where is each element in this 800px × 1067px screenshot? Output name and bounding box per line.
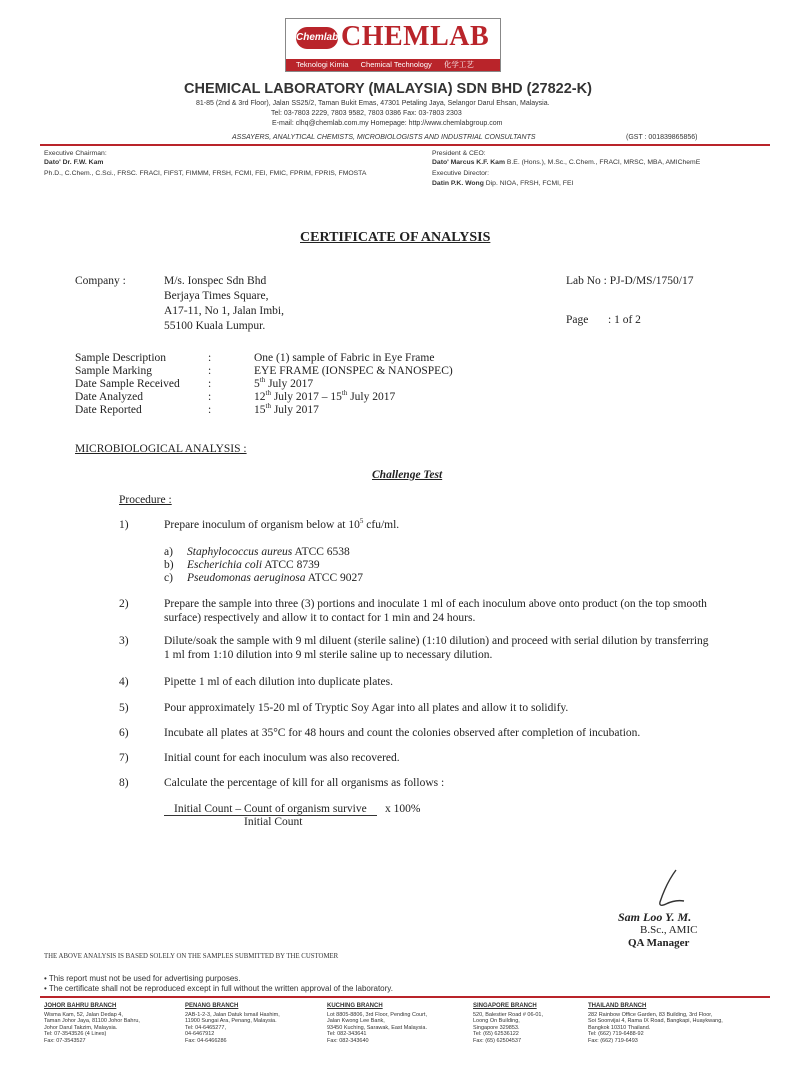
chairman-name: Dato' Dr. F.W. Kam: [44, 159, 104, 166]
president-qualifications: B.E. (Hons.), M.Sc., C.Chem., FRACI, MRSC, MBA, AMIChemE: [506, 159, 701, 166]
branch-name: KUCHING BRANCH: [327, 1003, 383, 1009]
branch-line: Tel: (65) 62536122: [473, 1031, 519, 1038]
step-text: Prepare inoculum of organism below at $10^5$ cfu/ml.: [164, 517, 400, 531]
company-line: M/s. Ionspec Sdn Bhd: [164, 275, 267, 287]
branch-line: 282 Rainbow Office Garden, 83 Building, 3rd Floor,: [588, 1011, 713, 1018]
step-text: Prepare the sample into three (3) portions and inoculate 1 ml of each inoculum above onto product (on the top smooth: [164, 598, 707, 610]
branch-line: Wisma Kam, 52, Jalan Dedap 4,: [44, 1011, 123, 1018]
branch-line: 520, Balestier Road # 06-01,: [473, 1011, 544, 1018]
step-number: 3): [119, 635, 129, 647]
step-number: 6): [119, 727, 129, 739]
step-number: 2): [119, 598, 129, 610]
company-name: CHEMICAL LABORATORY (MALAYSIA) SDN BHD (27822-K): [184, 81, 592, 97]
president-name: Dato' Marcus K.F. Kam: [432, 159, 505, 166]
company-line: 55100 Kuala Lumpur.: [164, 320, 266, 332]
date-reported: 15th July 2017: [254, 402, 319, 416]
branch-line: Loong On Building,: [473, 1018, 520, 1025]
page-label: Page: [566, 314, 589, 326]
branch-name: SINGAPORE BRANCH: [473, 1003, 537, 1009]
page-value: : 1 of 2: [608, 314, 641, 326]
colon: :: [208, 378, 212, 390]
president-label: President & CEO:: [432, 150, 486, 157]
organism-entry: Staphylococcus aureus ATCC 6538: [187, 546, 350, 558]
disclaimer: • The certificate shall not be reproduced except in full without the written approval of the laboratory.: [44, 984, 393, 993]
lab-number: Lab No : PJ-D/MS/1750/17: [566, 275, 694, 287]
address-line: 81-85 (2nd & 3rd Floor), Jalan SS25/2, Taman Bukit Emas, 47301 Petaling Jaya, Selangor Darul Ehsan, Malaysia.: [196, 100, 550, 107]
branch-line: Taman Johor Jaya, 81100 Johor Bahru,: [44, 1018, 140, 1025]
disclaimer: • This report must not be used for advertising purposes.: [44, 974, 241, 983]
branch-thailand: [588, 1003, 723, 1045]
section-heading: MICROBIOLOGICAL ANALYSIS :: [75, 443, 247, 455]
director-entry: [432, 180, 573, 187]
branch-line: Fax: 082-343640: [327, 1037, 369, 1044]
sample-label: Sample Marking: [75, 365, 152, 377]
organism-letter: a): [164, 546, 173, 558]
signatory-name: Sam Loo Y. M.: [618, 910, 692, 924]
sample-description: One (1) sample of Fabric in Eye Frame: [254, 352, 435, 364]
branch-line: 93450 Kuching, Sarawak, East Malaysia.: [327, 1024, 427, 1031]
step-text: Initial count for each inoculum was also recovered.: [164, 752, 400, 764]
branch-line: 11900 Sungai Ara, Penang, Malaysia.: [185, 1018, 277, 1025]
step-number: 5): [119, 702, 129, 714]
director-qualifications: Dip. NIOA, FRSH, FCMI, FEI: [485, 180, 574, 187]
branch-line: Singapore 329853.: [473, 1024, 520, 1031]
company-label: Company :: [75, 275, 126, 287]
branch-line: Tel: 082-343641: [327, 1031, 367, 1038]
gst-number: (GST : 001839865856): [626, 134, 698, 141]
branch-line: Johor Darul Takzim, Malaysia.: [44, 1024, 118, 1031]
branch-name: JOHOR BAHRU BRANCH: [44, 1003, 117, 1009]
branch-line: Tel: (662) 719-6488-92: [588, 1031, 644, 1038]
logo-badge: Chemlab: [296, 27, 338, 49]
sample-label: Sample Description: [75, 352, 167, 364]
branch-line: Fax: 04-6466286: [185, 1037, 227, 1044]
organism-entry: Pseudomonas aeruginosa ATCC 9027: [187, 572, 364, 584]
chairman-qualifications: Ph.D., C.Chem., C.Sci., FRSC. FRACI, FIFST, FIMMM, FRSH, FCMI, FEI, FMIC, FPRIM, FPRIS, FMOSTA: [44, 170, 367, 177]
step-number: 8): [119, 777, 129, 789]
branch-name: THAILAND BRANCH: [588, 1003, 647, 1009]
branch-line: Tel: 07-3543526 (4 Lines): [44, 1031, 107, 1038]
formula-denominator: Initial Count: [244, 816, 303, 828]
step-number: 4): [119, 676, 129, 688]
date-analyzed: 12th July 2017 – 15th July 2017: [254, 389, 396, 403]
date-received: 5th July 2017: [254, 376, 314, 390]
step-text: Pipette 1 ml of each dilution into duplicate plates.: [164, 676, 393, 688]
signatory-title: QA Manager: [628, 937, 690, 949]
company-tagline: ASSAYERS, ANALYTICAL CHEMISTS, MICROBIOLOGISTS AND INDUSTRIAL CONSULTANTS: [232, 134, 536, 141]
logo-bar-item: Teknologi Kimia: [296, 60, 349, 69]
footer-divider: [40, 996, 770, 998]
sample-label: Date Analyzed: [75, 391, 144, 403]
signatory-degree: B.Sc., AMIC: [640, 924, 698, 936]
sample-label: Date Sample Received: [75, 378, 180, 390]
step-text: 1 ml from 1:10 dilution into 9 ml sterile saline up to necessary dilution.: [164, 649, 493, 661]
branch-line: Tel: 04-6465277,: [185, 1024, 226, 1031]
branch-line: Soi Soonvijai 4, Rama IX Road, Bangkapi, Huaykwang,: [588, 1018, 723, 1025]
step-text: surface) respectively and allow it to contact for 1 min and 24 hours.: [164, 612, 476, 624]
branch-line: Jalan Kwong Lee Bank,: [327, 1018, 385, 1025]
step-text: Incubate all plates at 35°C for 48 hours and count the colonies observed after completion of incubation.: [164, 727, 641, 739]
organism-letter: b): [164, 559, 174, 571]
footer-note: THE ABOVE ANALYSIS IS BASED SOLELY ON THE SAMPLES SUBMITTED BY THE CUSTOMER: [44, 953, 339, 960]
branch-johor: [44, 1003, 140, 1045]
formula-multiplier: x 100%: [385, 803, 421, 815]
sample-label: Date Reported: [75, 404, 142, 416]
email-line: E-mail: clhq@chemlab.com.my Homepage: http://www.chemlabgroup.com: [272, 120, 503, 127]
director-label: Executive Director:: [432, 170, 490, 177]
organism-letter: c): [164, 572, 173, 584]
branch-name: PENANG BRANCH: [185, 1003, 239, 1009]
company-line: A17-11, No 1, Jalan Imbi,: [164, 305, 284, 317]
step-number: 1): [119, 519, 129, 531]
organism-entry: Escherichia coli ATCC 8739: [187, 559, 320, 571]
branch-singapore: [473, 1003, 543, 1045]
president-entry: [432, 159, 700, 166]
branch-line: Lot 8805-8806, 3rd Floor, Pending Court,: [327, 1011, 427, 1018]
sample-marking: EYE FRAME (IONSPEC & NANOSPEC): [254, 365, 453, 377]
branch-line: Fax: 07-3543527: [44, 1037, 86, 1044]
step-text: Calculate the percentage of kill for all organisms as follows :: [164, 777, 445, 789]
certificate-title: CERTIFICATE OF ANALYSIS: [300, 230, 491, 245]
logo-tagline-bar: [286, 59, 500, 71]
signature-mark: [650, 868, 690, 912]
step-number: 7): [119, 752, 129, 764]
branch-line: Bangkok 10310 Thailand.: [588, 1024, 651, 1031]
step-text: Dilute/soak the sample with 9 ml diluent (sterile saline) (1:10 dilution) and proceed with serial dilution by transferring: [164, 635, 709, 647]
step-text: Pour approximately 15-20 ml of Tryptic Soy Agar into all plates and allow it to solidify.: [164, 702, 569, 714]
branch-line: 04-6467912: [185, 1031, 215, 1038]
phone-line: Tel: 03-7803 2229, 7803 9582, 7803 0386 Fax: 03-7803 2303: [271, 110, 462, 117]
director-name: Datin P.K. Wong: [432, 180, 484, 187]
header-divider: [40, 144, 770, 146]
colon: :: [208, 365, 212, 377]
chairman-label: Executive Chairman:: [44, 150, 107, 157]
branch-line: Fax: (662) 719-6493: [588, 1037, 638, 1044]
company-line: Berjaya Times Square,: [164, 290, 269, 302]
colon: :: [208, 352, 212, 364]
logo-wordmark: CHEMLAB: [341, 21, 490, 52]
branch-line: 2AB-1-2-3, Jalan Datuk Ismail Hashim,: [185, 1011, 280, 1018]
branch-penang: [185, 1003, 280, 1045]
branch-kuching: [327, 1003, 427, 1045]
formula-numerator: Initial Count – Count of organism survive: [164, 803, 377, 816]
colon: :: [208, 391, 212, 403]
logo-bar-item: Chemical Technology: [360, 60, 432, 69]
procedure-label: Procedure :: [119, 494, 172, 506]
colon: :: [208, 404, 212, 416]
test-title: Challenge Test: [372, 469, 443, 481]
logo-bar-item: 化学工艺: [443, 60, 474, 69]
branch-line: Fax: (65) 62504537: [473, 1037, 522, 1044]
